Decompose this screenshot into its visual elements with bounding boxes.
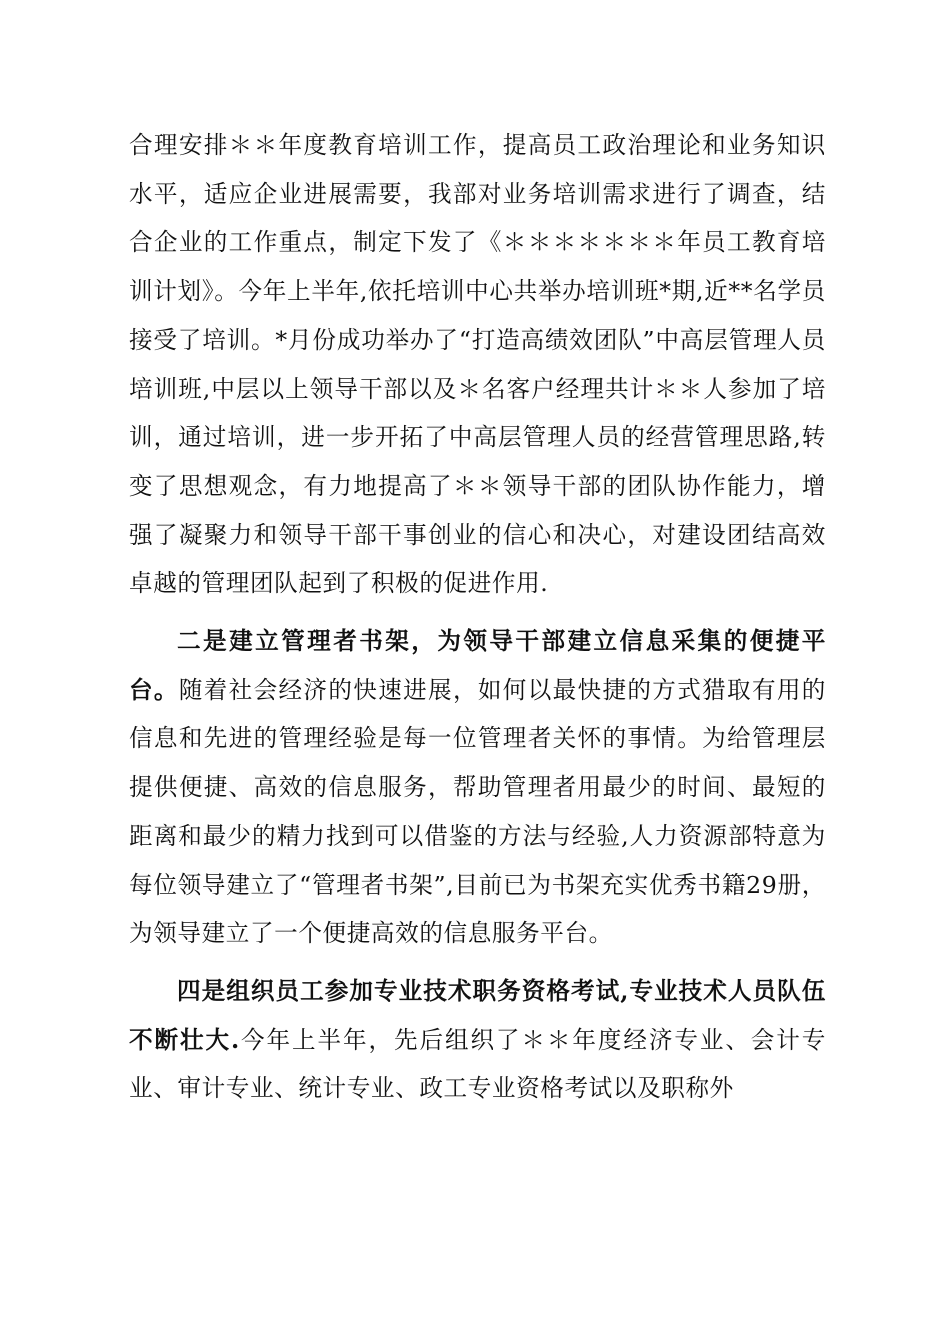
- paragraph-lead: 四是组织员工参加专业技术职务资格考试,专业技术人员队伍不断壮大.: [129, 976, 826, 1054]
- paragraph-bookshelf: [129, 617, 826, 958]
- document-body: [129, 121, 826, 1113]
- paragraph-exams: [129, 967, 826, 1113]
- paragraph-text: 合理安排＊＊年度教育培训工作，提高员工政治理论和业务知识水平，适应企业进展需要，我部对业务培训需求进行了调查，结合企业的工作重点，制定下发了《＊＊＊＊＊＊＊年员工教育培训计划》。今年上半年,依托培训中心共举办培训班*期,近**名学员接受了培训。*月份成功举办了“打造高绩效团队”中高层管理人员培训班,中层以上领导干部以及＊名客户经理共计＊＊人参加了培训，通过培训，进一步开拓了中高层管理人员的经营管理思路,转变了思想观念，有力地提高了＊＊领导干部的团队协作能力，增强了凝聚力和领导干部干事创业的信心和决心，对建设团结高效卓越的管理团队起到了积极的促进作用.: [129, 131, 826, 598]
- paragraph-text: 随着社会经济的快速进展，如何以最快捷的方式猎取有用的信息和先进的管理经验是每一位管理者关怀的事情。为给管理层提供便捷、高效的信息服务，帮助管理者用最少的时间、最短的距离和最少的精力找到可以借鉴的方法与经验,人力资源部特意为每位领导建立了“管理者书架”,目前已为书架充实优秀书籍29册，为领导建立了一个便捷高效的信息服务平台。: [129, 675, 826, 948]
- paragraph-text: 今年上半年，先后组织了＊＊年度经济专业、会计专业、审计专业、统计专业、政工专业资格考试以及职称外: [129, 1025, 826, 1103]
- paragraph-training: [129, 121, 826, 608]
- paragraph-lead: 二是建立管理者书架，为领导干部建立信息采集的便捷平台。: [129, 627, 826, 704]
